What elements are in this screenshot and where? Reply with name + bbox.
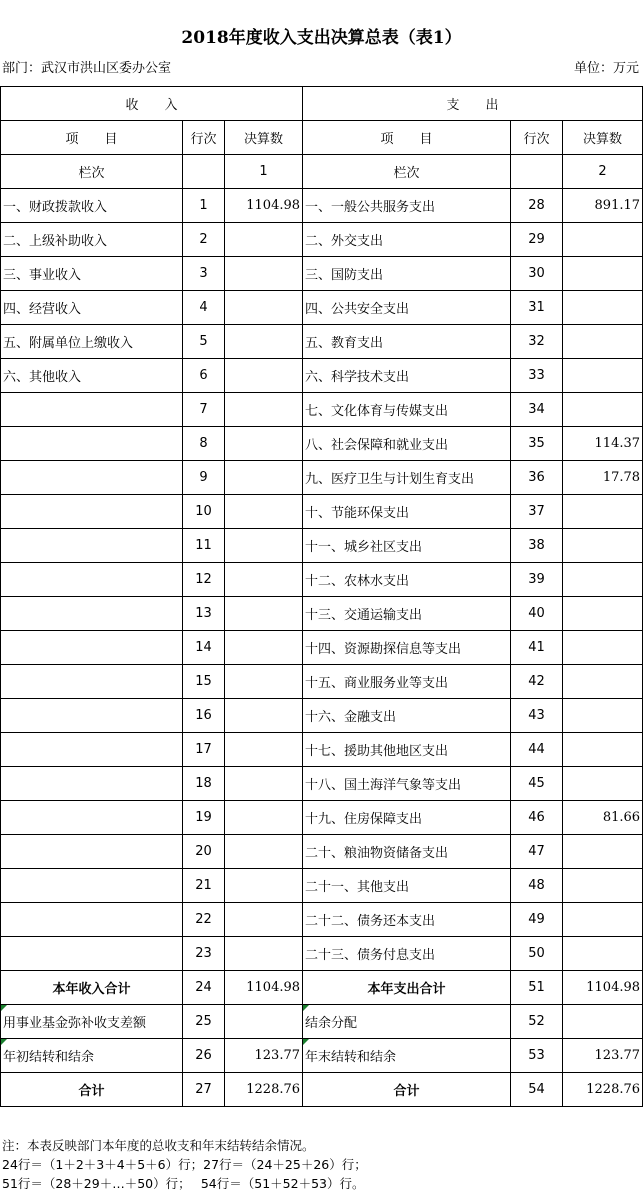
expense-item-cell: 十一、城乡社区支出 <box>303 529 511 563</box>
income-row-no-cell: 2 <box>183 223 225 257</box>
table-row <box>1 223 643 257</box>
table-row <box>1 835 643 869</box>
table-row <box>1 869 643 903</box>
totals-body <box>1 971 643 1107</box>
income-amount-cell <box>225 869 303 903</box>
expense-amount-cell <box>563 597 643 631</box>
income-amount-cell <box>225 529 303 563</box>
table-row <box>1 291 643 325</box>
grand-total-row <box>1 1073 643 1107</box>
year-expense-total-no: 51 <box>511 971 563 1005</box>
expense-item-cell: 二十三、债务付息支出 <box>303 937 511 971</box>
income-row-no-cell: 22 <box>183 903 225 937</box>
income-amount-cell <box>225 393 303 427</box>
expense-item-cell: 二十二、债务还本支出 <box>303 903 511 937</box>
income-amount-cell <box>225 631 303 665</box>
income-amount-cell <box>225 563 303 597</box>
income-section-header: 收 入 <box>1 87 303 121</box>
table-row <box>1 495 643 529</box>
expense-item-header: 项 目 <box>303 121 511 155</box>
income-item-cell <box>1 801 183 835</box>
expense-item-cell: 九、医疗卫生与计划生育支出 <box>303 461 511 495</box>
income-row-no-cell: 7 <box>183 393 225 427</box>
table-row <box>1 699 643 733</box>
table-row <box>1 461 643 495</box>
column-header-row <box>1 121 643 155</box>
income-item-cell: 五、附属单位上缴收入 <box>1 325 183 359</box>
income-row-no-cell: 12 <box>183 563 225 597</box>
total-income-label: 合计 <box>1 1073 183 1107</box>
report-title: 2018年度收入支出决算总表（表1） <box>181 28 462 48</box>
income-amount-cell <box>225 223 303 257</box>
expense-row-no-cell: 50 <box>511 937 563 971</box>
expense-amount-cell: 81.66 <box>563 801 643 835</box>
department-label: 部门：武汉市洪山区委办公室 <box>2 61 172 76</box>
expense-row-no-cell: 48 <box>511 869 563 903</box>
income-item-cell <box>1 495 183 529</box>
income-amount-cell <box>225 835 303 869</box>
table-row <box>1 903 643 937</box>
income-column-label: 栏次 <box>1 155 183 189</box>
expense-amount-cell <box>563 325 643 359</box>
expense-row-no-cell: 40 <box>511 597 563 631</box>
expense-amount-cell <box>563 393 643 427</box>
income-row-no-cell: 16 <box>183 699 225 733</box>
carryover-row <box>1 1039 643 1073</box>
year-expense-total-label: 本年支出合计 <box>303 971 511 1005</box>
expense-row-no-cell: 36 <box>511 461 563 495</box>
table-row <box>1 597 643 631</box>
expense-row-no-cell: 35 <box>511 427 563 461</box>
expense-row-no-cell: 28 <box>511 189 563 223</box>
income-item-cell: 六、其他收入 <box>1 359 183 393</box>
table-row <box>1 393 643 427</box>
expense-amount-cell <box>563 359 643 393</box>
total-income-no: 27 <box>183 1073 225 1107</box>
expense-row-no-cell: 45 <box>511 767 563 801</box>
income-amount-cell: 1104.98 <box>225 189 303 223</box>
expense-item-cell: 十四、资源勘探信息等支出 <box>303 631 511 665</box>
expense-row-no-cell: 33 <box>511 359 563 393</box>
expense-row-no-cell: 43 <box>511 699 563 733</box>
income-row-no-header: 行次 <box>183 121 225 155</box>
expense-row-no-cell: 37 <box>511 495 563 529</box>
income-item-cell <box>1 427 183 461</box>
table-row <box>1 563 643 597</box>
expense-item-cell: 十二、农林水支出 <box>303 563 511 597</box>
expense-amount-cell <box>563 937 643 971</box>
expense-item-cell: 二十一、其他支出 <box>303 869 511 903</box>
income-item-cell <box>1 529 183 563</box>
expense-amount-cell <box>563 563 643 597</box>
income-amount-cell <box>225 903 303 937</box>
income-item-cell <box>1 597 183 631</box>
note-line: 24行＝（1＋2＋3＋4＋5＋6）行；27行＝（24＋25＋26）行； <box>2 1157 367 1172</box>
expense-item-cell: 六、科学技术支出 <box>303 359 511 393</box>
begin-carryover-label: 年初结转和结余 <box>1 1039 183 1073</box>
table-row <box>1 937 643 971</box>
income-row-no-cell: 5 <box>183 325 225 359</box>
section-header-row <box>1 87 643 121</box>
distribution-amount <box>563 1005 643 1039</box>
expense-row-no-cell: 44 <box>511 733 563 767</box>
begin-carryover-amount: 123.77 <box>225 1039 303 1073</box>
income-amount-cell <box>225 325 303 359</box>
expense-row-no-cell: 34 <box>511 393 563 427</box>
year-expense-total-amount: 1104.98 <box>563 971 643 1005</box>
table-row <box>1 733 643 767</box>
expense-row-no-cell: 49 <box>511 903 563 937</box>
income-row-no-cell: 13 <box>183 597 225 631</box>
income-item-cell <box>1 461 183 495</box>
income-item-cell <box>1 733 183 767</box>
total-expense-label: 合计 <box>303 1073 511 1107</box>
table-body <box>1 87 643 971</box>
income-column-index: 1 <box>225 155 303 189</box>
expense-column-index-blank <box>511 155 563 189</box>
income-amount-cell <box>225 801 303 835</box>
expense-row-no-cell: 39 <box>511 563 563 597</box>
fund-label: 用事业基金弥补收支差额 <box>1 1005 183 1039</box>
expense-amount-cell <box>563 835 643 869</box>
expense-amount-cell <box>563 529 643 563</box>
fund-amount <box>225 1005 303 1039</box>
end-carryover-no: 53 <box>511 1039 563 1073</box>
income-row-no-cell: 21 <box>183 869 225 903</box>
total-income-amount: 1228.76 <box>225 1073 303 1107</box>
expense-column-index: 2 <box>563 155 643 189</box>
note-line: 注：本表反映部门本年度的总收支和年末结转结余情况。 <box>2 1138 315 1153</box>
income-amount-cell <box>225 767 303 801</box>
total-expense-amount: 1228.76 <box>563 1073 643 1107</box>
table-row <box>1 359 643 393</box>
income-item-cell <box>1 699 183 733</box>
income-item-cell: 四、经营收入 <box>1 291 183 325</box>
income-item-cell: 一、财政拨款收入 <box>1 189 183 223</box>
budget-summary-table <box>0 86 643 1107</box>
expense-amount-cell <box>563 665 643 699</box>
table-row <box>1 767 643 801</box>
expense-amount-cell <box>563 495 643 529</box>
table-row <box>1 801 643 835</box>
year-income-total-amount: 1104.98 <box>225 971 303 1005</box>
expense-row-no-cell: 46 <box>511 801 563 835</box>
year-income-total-no: 24 <box>183 971 225 1005</box>
end-carryover-label: 年末结转和结余 <box>303 1039 511 1073</box>
expense-row-no-cell: 32 <box>511 325 563 359</box>
distribution-no: 52 <box>511 1005 563 1039</box>
income-column-index-blank <box>183 155 225 189</box>
income-amount-header: 决算数 <box>225 121 303 155</box>
income-row-no-cell: 8 <box>183 427 225 461</box>
income-item-cell: 三、事业收入 <box>1 257 183 291</box>
expense-row-no-header: 行次 <box>511 121 563 155</box>
income-item-cell <box>1 767 183 801</box>
income-item-cell: 二、上级补助收入 <box>1 223 183 257</box>
income-amount-cell <box>225 495 303 529</box>
income-row-no-cell: 17 <box>183 733 225 767</box>
expense-item-cell: 五、教育支出 <box>303 325 511 359</box>
income-row-no-cell: 10 <box>183 495 225 529</box>
income-amount-cell <box>225 937 303 971</box>
income-item-cell <box>1 631 183 665</box>
income-amount-cell <box>225 597 303 631</box>
income-amount-cell <box>225 461 303 495</box>
income-row-no-cell: 3 <box>183 257 225 291</box>
income-amount-cell <box>225 359 303 393</box>
expense-amount-cell <box>563 767 643 801</box>
table-row <box>1 427 643 461</box>
expense-item-cell: 十、节能环保支出 <box>303 495 511 529</box>
expense-item-cell: 四、公共安全支出 <box>303 291 511 325</box>
expense-item-cell: 十八、国土海洋气象等支出 <box>303 767 511 801</box>
table-row <box>1 325 643 359</box>
income-row-no-cell: 4 <box>183 291 225 325</box>
expense-row-no-cell: 38 <box>511 529 563 563</box>
expense-section-header: 支 出 <box>303 87 643 121</box>
expense-item-cell: 三、国防支出 <box>303 257 511 291</box>
expense-amount-header: 决算数 <box>563 121 643 155</box>
expense-amount-cell: 114.37 <box>563 427 643 461</box>
table-row <box>1 189 643 223</box>
expense-amount-cell <box>563 869 643 903</box>
expense-amount-cell <box>563 291 643 325</box>
expense-item-cell: 二、外交支出 <box>303 223 511 257</box>
expense-item-cell: 十七、援助其他地区支出 <box>303 733 511 767</box>
income-item-header: 项 目 <box>1 121 183 155</box>
income-amount-cell <box>225 665 303 699</box>
note-line: 51行＝（28＋29＋…＋50）行； 54行＝（51＋52＋53）行。 <box>2 1176 365 1191</box>
expense-item-cell: 十六、金融支出 <box>303 699 511 733</box>
income-row-no-cell: 23 <box>183 937 225 971</box>
income-row-no-cell: 19 <box>183 801 225 835</box>
unit-label: 单位：万元 <box>573 61 639 76</box>
income-item-cell <box>1 835 183 869</box>
expense-item-cell: 一、一般公共服务支出 <box>303 189 511 223</box>
expense-item-cell: 十三、交通运输支出 <box>303 597 511 631</box>
income-amount-cell <box>225 257 303 291</box>
income-row-no-cell: 15 <box>183 665 225 699</box>
income-amount-cell <box>225 291 303 325</box>
income-item-cell <box>1 903 183 937</box>
table-row <box>1 631 643 665</box>
table-row <box>1 529 643 563</box>
expense-row-no-cell: 30 <box>511 257 563 291</box>
expense-row-no-cell: 47 <box>511 835 563 869</box>
table-row <box>1 665 643 699</box>
expense-row-no-cell: 42 <box>511 665 563 699</box>
income-amount-cell <box>225 733 303 767</box>
expense-amount-cell <box>563 733 643 767</box>
year-total-row <box>1 971 643 1005</box>
income-row-no-cell: 11 <box>183 529 225 563</box>
total-expense-no: 54 <box>511 1073 563 1107</box>
expense-item-cell: 十五、商业服务业等支出 <box>303 665 511 699</box>
expense-amount-cell <box>563 699 643 733</box>
expense-item-cell: 七、文化体育与传媒支出 <box>303 393 511 427</box>
income-item-cell <box>1 563 183 597</box>
expense-amount-cell <box>563 631 643 665</box>
expense-amount-cell <box>563 223 643 257</box>
expense-amount-cell <box>563 903 643 937</box>
expense-item-cell: 十九、住房保障支出 <box>303 801 511 835</box>
begin-carryover-no: 26 <box>183 1039 225 1073</box>
distribution-label: 结余分配 <box>303 1005 511 1039</box>
expense-row-no-cell: 41 <box>511 631 563 665</box>
expense-item-cell: 八、社会保障和就业支出 <box>303 427 511 461</box>
year-income-total-label: 本年收入合计 <box>1 971 183 1005</box>
income-amount-cell <box>225 699 303 733</box>
income-row-no-cell: 9 <box>183 461 225 495</box>
end-carryover-amount: 123.77 <box>563 1039 643 1073</box>
expense-amount-cell: 891.17 <box>563 189 643 223</box>
income-item-cell <box>1 665 183 699</box>
table-row <box>1 257 643 291</box>
income-item-cell <box>1 937 183 971</box>
expense-amount-cell <box>563 257 643 291</box>
income-row-no-cell: 20 <box>183 835 225 869</box>
column-index-row <box>1 155 643 189</box>
income-row-no-cell: 18 <box>183 767 225 801</box>
income-row-no-cell: 6 <box>183 359 225 393</box>
expense-item-cell: 二十、粮油物资储备支出 <box>303 835 511 869</box>
expense-column-label: 栏次 <box>303 155 511 189</box>
income-item-cell <box>1 393 183 427</box>
notes-block <box>2 1136 367 1193</box>
income-row-no-cell: 1 <box>183 189 225 223</box>
income-amount-cell <box>225 427 303 461</box>
fund-row <box>1 1005 643 1039</box>
expense-row-no-cell: 29 <box>511 223 563 257</box>
fund-no: 25 <box>183 1005 225 1039</box>
expense-row-no-cell: 31 <box>511 291 563 325</box>
income-item-cell <box>1 869 183 903</box>
expense-amount-cell: 17.78 <box>563 461 643 495</box>
income-row-no-cell: 14 <box>183 631 225 665</box>
